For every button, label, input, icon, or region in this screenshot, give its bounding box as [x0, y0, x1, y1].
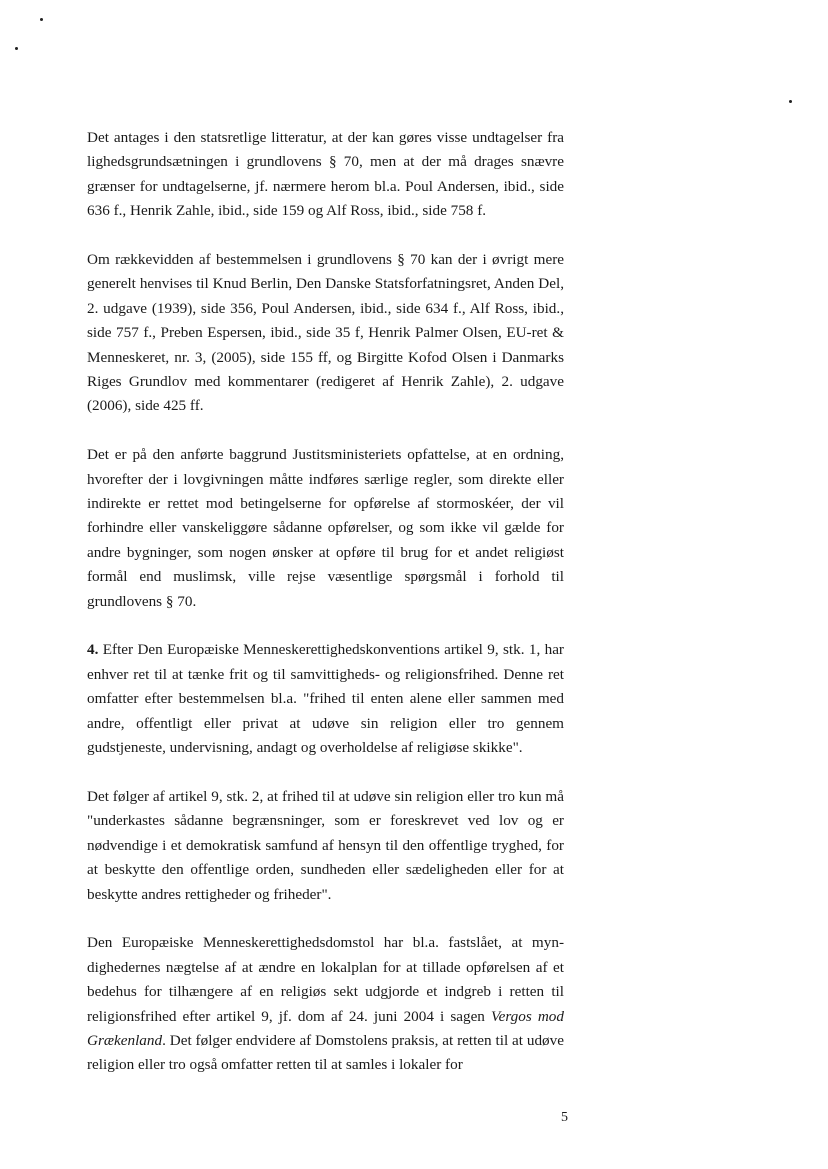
case-name: Vergos mod Grækenland — [87, 1007, 564, 1049]
page-number: 5 — [561, 1110, 568, 1125]
section-number: 4. — [87, 641, 99, 659]
paragraph-2: Om rækkevidden af bestemmelsen i grundlovens § 70 kan der i øvrigt mere generelt henvises til Knud Berlin, Den Danske Statsforfatningsret, Anden Del, 2. udgave (1939), side 356, Poul Andersen, ibid., side 634 f., Alf Ross, ibid., side 757 f., Preben Espersen, ibid., side 35 f, Henrik Palmer Olsen, EU-ret & Menneskeret, nr. 3, (2005), side 155 ff, og Birgitte Kofod Olsen i Danmarks Riges Grundlov med kommentarer (redigeret af Henrik Zahle), 2. udgave (2006), side 425 ff. — [87, 251, 564, 415]
paragraph-4-text: Efter Den Europæiske Menneskerettighedskonventions artikel 9, stk. 1, har enhver ret til at tænke frit og til samvittigheds- og religionsfrihed. Denne ret omfatter efter bestemmelsen bl.a. "frihed til enten alene eller sammen med andre, offentligt eller privat at udøve sin religion eller tro gennem gudstjeneste, undervisning, andagt og overholdelse af religiøse skikke". — [87, 641, 564, 757]
paragraph-6-text-before: Den Europæiske Menneskerettighedsdomstol har bl.a. fastslået, at myndighedernes nægtelse af at ændre en lokalplan for at tillade opførelsen af et bedehus for tilhængere af en religiøs sekt udgjorde et indgreb i retten til religionsfrihed efter artikel 9, jf. dom af 24. juni 2004 i sagen — [87, 934, 564, 1025]
paragraph-3: Det er på den anførte baggrund Justitsministeriets opfattelse, at en ordning, hvorefter der i lovgivningen måtte indføres særlige regler, som direkte eller indirekte er rettet mod betingelserne for opførelse af stormoskéer, der vil forhindre eller vanskeliggøre sådanne opførelser, og som ikke vil gælde for andre bygninger, som nogen ønsker at opføre til brug for et andet religiøst formål end muslimsk, ville rejse væsentlige spørgsmål i forhold til grundlovens § 70. — [87, 446, 564, 610]
paragraph-6 — [87, 931, 564, 1077]
paragraph-4 — [87, 638, 564, 760]
paragraph-6-text-after: . Det følger endvidere af Domstolens praksis, at retten til at udøve religion eller tro også omfatter retten til at samles i lokaler for — [87, 1031, 564, 1074]
scan-speck — [15, 47, 18, 50]
body-text — [87, 126, 564, 1101]
scan-speck — [789, 100, 792, 103]
scan-speck — [40, 18, 43, 21]
paragraph-1: Det antages i den statsretlige litteratur, at der kan gøres visse undtagelser fra lighedsgrundsætningen i grundlovens § 70, men at der må drages snævre grænser for undtagelserne, jf. nærmere herom bl.a. Poul Andersen, ibid., side 636 f., Henrik Zahle, ibid., side 159 og Alf Ross, ibid., side 758 f. — [87, 129, 564, 220]
paragraph-5: Det følger af artikel 9, stk. 2, at frihed til at udøve sin religion eller tro kun må "underkastes sådanne begrænsninger, som er foreskrevet ved lov og er nødvendige i et demokratisk samfund af hensyn til den offentlige tryghed, for at beskytte den offentlige orden, sundheden eller sædeligheden eller for at beskytte andres rettigheder og friheder". — [87, 787, 564, 903]
